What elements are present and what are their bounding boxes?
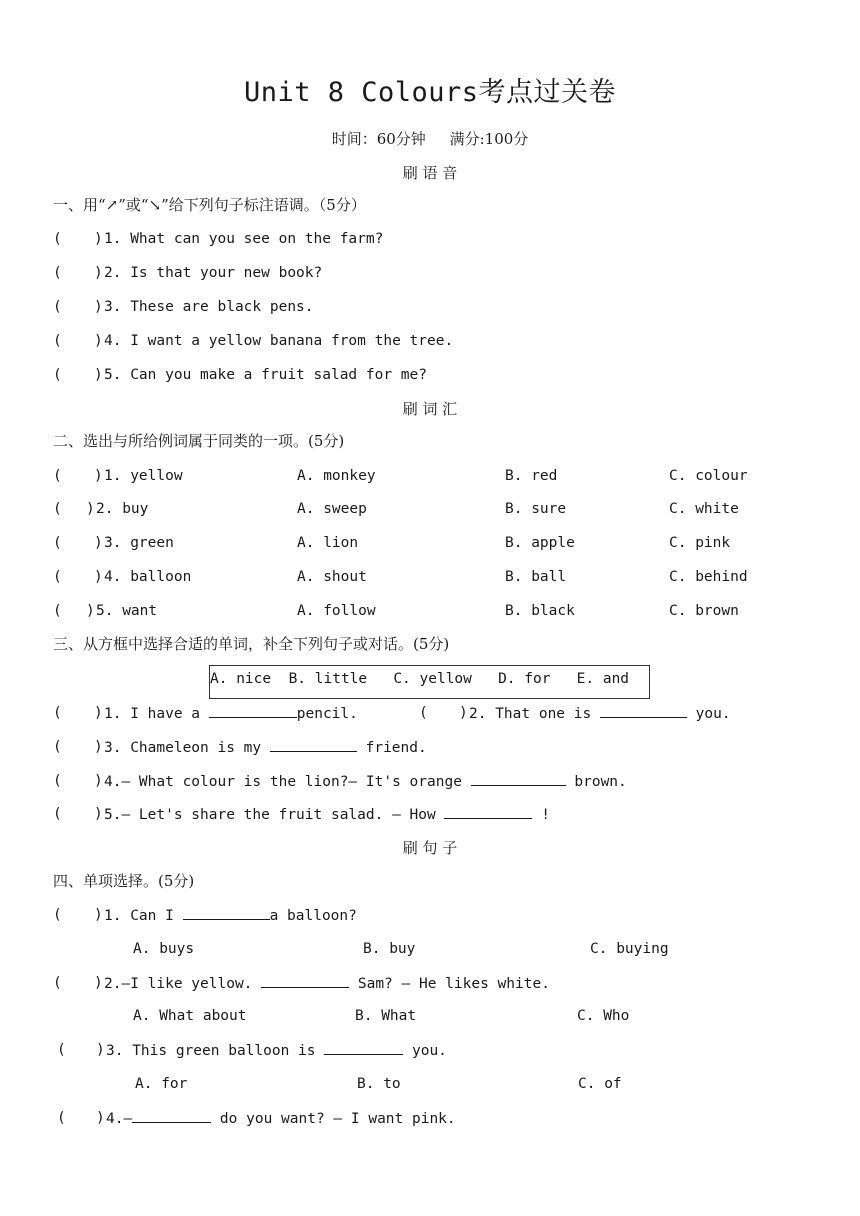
question-word: 3. green xyxy=(104,535,174,551)
option-c: C. Who xyxy=(577,1008,630,1024)
option-c: C. of xyxy=(578,1076,622,1092)
option-a: A. shout xyxy=(297,569,367,585)
section-2-heading: 二、选出与所给例词属于同类的一项。(5分) xyxy=(53,432,345,450)
answer-paren-close: ) xyxy=(94,468,103,484)
option-b: B. black xyxy=(505,603,575,619)
option-c: C. white xyxy=(669,501,739,517)
answer-blank[interactable] xyxy=(209,703,297,718)
answer-paren-close: ) xyxy=(94,367,103,383)
option-b: B. buy xyxy=(363,941,416,957)
answer-paren-close: ) xyxy=(94,907,103,923)
answer-paren-close: ) xyxy=(96,1110,105,1126)
question-word: 5. want xyxy=(96,603,158,619)
word-bank-box xyxy=(209,665,650,699)
question-text: 3. This green balloon is you. xyxy=(106,1040,447,1061)
option-a: A. lion xyxy=(297,535,359,551)
answer-paren-close: ) xyxy=(94,739,103,755)
option-b: B. red xyxy=(505,468,558,484)
answer-blank[interactable] xyxy=(261,973,349,988)
answer-paren-close: ) xyxy=(94,535,103,551)
option-a: A. buys xyxy=(133,941,195,957)
question-text: 4.— What colour is the lion?— It's orange brown. xyxy=(104,771,627,792)
option-c: C. brown xyxy=(669,603,739,619)
option-b: B. sure xyxy=(505,501,567,517)
answer-paren-close: ) xyxy=(94,299,103,315)
option-b: B. to xyxy=(357,1076,401,1092)
answer-paren-open: ( xyxy=(53,603,62,619)
option-b: B. What xyxy=(355,1008,417,1024)
answer-paren-open: ( xyxy=(53,231,62,247)
question-text: 5.— Let's share the fruit salad. — How ! xyxy=(104,804,550,825)
question-text: 4. I want a yellow banana from the tree. xyxy=(104,333,454,349)
section-4-heading: 四、单项选择。(5分) xyxy=(53,872,195,890)
answer-paren-close: ) xyxy=(459,705,468,721)
answer-blank[interactable] xyxy=(183,905,270,920)
answer-paren-open: ( xyxy=(57,1110,66,1126)
question-text: 5. Can you make a fruit salad for me? xyxy=(104,367,428,383)
answer-paren-open: ( xyxy=(57,1042,66,1058)
question-word: 2. buy xyxy=(96,501,149,517)
answer-paren-close: ) xyxy=(94,975,103,991)
answer-paren-close: ) xyxy=(94,806,103,822)
page-title: Unit 8 Colours考点过关卷 xyxy=(243,77,617,108)
answer-paren-close: ) xyxy=(94,265,103,281)
option-a: A. follow xyxy=(297,603,376,619)
question-text: 2. That one is you. xyxy=(469,703,731,724)
option-a: A. monkey xyxy=(297,468,376,484)
answer-paren-open: ( xyxy=(53,773,62,789)
answer-paren-open: ( xyxy=(53,367,62,383)
section-1-heading: 一、用“↗”或“↘”给下列句子标注语调。（5分） xyxy=(53,196,366,214)
option-c: C. buying xyxy=(590,941,669,957)
answer-blank[interactable] xyxy=(471,771,566,786)
answer-paren-open: ( xyxy=(53,806,62,822)
question-text: 2.—I like yellow. Sam? — He likes white. xyxy=(104,973,550,994)
answer-paren-open: ( xyxy=(53,265,62,281)
answer-paren-close: ) xyxy=(96,1042,105,1058)
answer-paren-open: ( xyxy=(53,705,62,721)
option-a: A. sweep xyxy=(297,501,367,517)
answer-paren-open: ( xyxy=(53,468,62,484)
answer-paren-close: ) xyxy=(86,603,95,619)
section-banner-phonics: 刷 语 音 xyxy=(402,164,458,182)
section-banner-vocabulary: 刷 词 汇 xyxy=(402,400,458,418)
answer-paren-close: ) xyxy=(94,705,103,721)
option-c: C. pink xyxy=(669,535,731,551)
answer-blank[interactable] xyxy=(444,804,532,819)
question-text: 4.— do you want? — I want pink. xyxy=(106,1108,456,1129)
exam-info: 时间：60分钟 满分:100分 xyxy=(331,130,529,148)
option-c: C. colour xyxy=(669,468,748,484)
answer-blank[interactable] xyxy=(270,737,357,752)
question-word: 4. balloon xyxy=(104,569,192,585)
answer-paren-open: ( xyxy=(53,739,62,755)
answer-paren-open: ( xyxy=(53,299,62,315)
option-c: C. behind xyxy=(669,569,748,585)
question-text: 1. What can you see on the farm? xyxy=(104,231,384,247)
answer-paren-close: ) xyxy=(94,231,103,247)
question-word: 1. yellow xyxy=(104,468,183,484)
question-text: 3. These are black pens. xyxy=(104,299,314,315)
answer-paren-close: ) xyxy=(94,333,103,349)
question-text: 2. Is that your new book? xyxy=(104,265,323,281)
section-3-heading: 三、从方框中选择合适的单词，补全下列句子或对话。(5分) xyxy=(53,635,450,653)
word-bank-options: A. nice B. little C. yellow D. for E. and xyxy=(210,671,630,687)
answer-paren-open: ( xyxy=(53,975,62,991)
answer-paren-open: ( xyxy=(53,907,62,923)
answer-paren-open: ( xyxy=(53,501,62,517)
answer-paren-open: ( xyxy=(53,333,62,349)
answer-paren-close: ) xyxy=(94,569,103,585)
section-banner-sentences: 刷 句 子 xyxy=(402,839,458,857)
answer-paren-open: ( xyxy=(419,705,428,721)
option-a: A. for xyxy=(135,1076,188,1092)
answer-paren-open: ( xyxy=(53,535,62,551)
question-text: 1. Can I a balloon? xyxy=(104,905,357,926)
question-text: 1. I have a pencil. xyxy=(104,703,358,724)
option-a: A. What about xyxy=(133,1008,247,1024)
answer-paren-close: ) xyxy=(86,501,95,517)
answer-blank[interactable] xyxy=(600,703,687,718)
option-b: B. ball xyxy=(505,569,567,585)
answer-paren-open: ( xyxy=(53,569,62,585)
question-text: 3. Chameleon is my friend. xyxy=(104,737,427,758)
answer-paren-close: ) xyxy=(94,773,103,789)
option-b: B. apple xyxy=(505,535,575,551)
answer-blank[interactable] xyxy=(132,1108,211,1123)
answer-blank[interactable] xyxy=(324,1040,403,1055)
